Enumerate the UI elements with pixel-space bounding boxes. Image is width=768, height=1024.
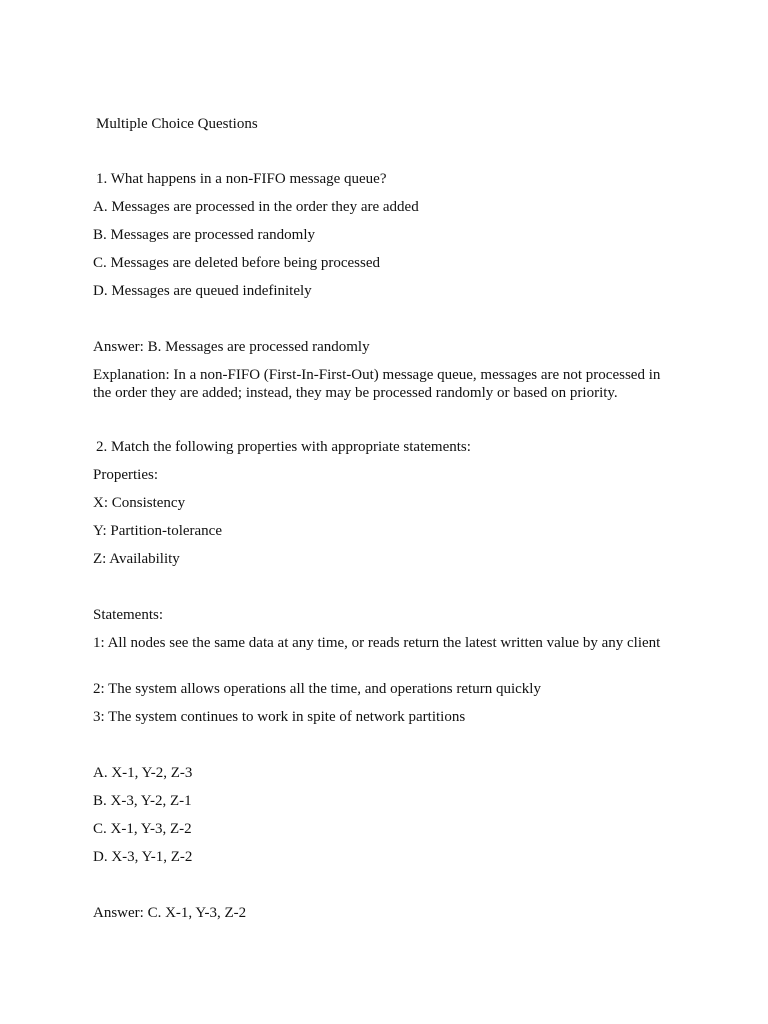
q2-option-b: B. X-3, Y-2, Z-1 bbox=[93, 793, 192, 809]
question-1: 1. What happens in a non-FIFO message queue? bbox=[96, 171, 387, 187]
q1-explanation: Explanation: In a non-FIFO (First-In-First-Out) message queue, messages are not processed in the order they are added; instead, they may be processed randomly or based on priority. bbox=[93, 367, 661, 401]
q2-properties-label: Properties: bbox=[93, 467, 158, 483]
q2-statement-1: 1: All nodes see the same data at any time, or reads return the latest written value by any client bbox=[93, 635, 661, 651]
q2-property-x: X: Consistency bbox=[93, 495, 186, 511]
q2-statements-label: Statements: bbox=[93, 607, 163, 623]
q1-option-a: A. Messages are processed in the order they are added bbox=[93, 199, 419, 215]
q1-option-b: B. Messages are processed randomly bbox=[93, 227, 316, 243]
q1-option-c: C. Messages are deleted before being processed bbox=[93, 255, 380, 271]
q2-statement-2: 2: The system allows operations all the time, and operations return quickly bbox=[93, 681, 541, 697]
q1-option-d: D. Messages are queued indefinitely bbox=[93, 283, 312, 299]
q2-property-y: Y: Partition-tolerance bbox=[93, 523, 222, 539]
document-heading: Multiple Choice Questions bbox=[96, 116, 258, 132]
question-2: 2. Match the following properties with appropriate statements: bbox=[96, 439, 471, 455]
q1-answer: Answer: B. Messages are processed randomly bbox=[93, 339, 370, 355]
q2-answer: Answer: C. X-1, Y-3, Z-2 bbox=[93, 905, 247, 921]
q2-statement-3: 3: The system continues to work in spite of network partitions bbox=[93, 709, 466, 725]
q2-option-d: D. X-3, Y-1, Z-2 bbox=[93, 849, 193, 865]
q2-option-c: C. X-1, Y-3, Z-2 bbox=[93, 821, 192, 837]
q2-option-a: A. X-1, Y-2, Z-3 bbox=[93, 765, 193, 781]
q2-property-z: Z: Availability bbox=[93, 551, 180, 567]
